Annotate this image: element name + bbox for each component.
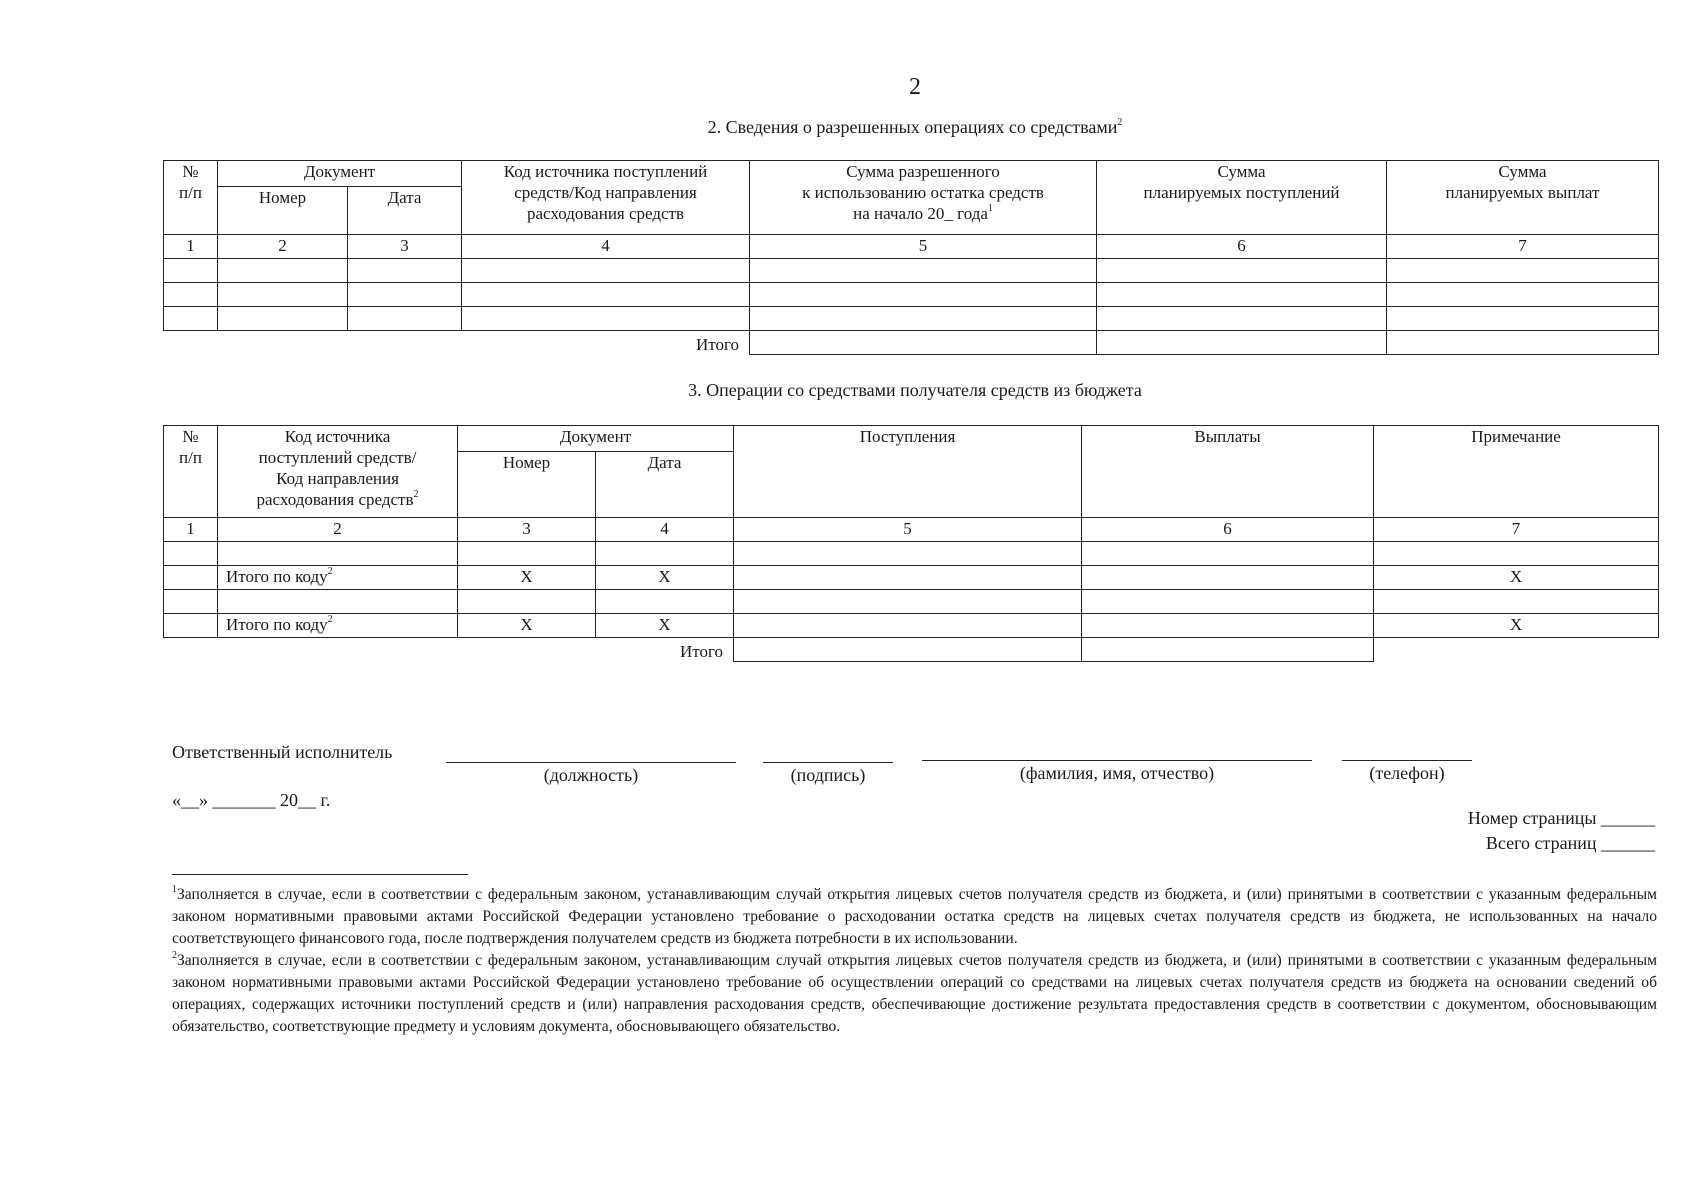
empty-cell[interactable] xyxy=(596,542,734,566)
cross-mark: X xyxy=(596,566,734,590)
page-number-field: Номер страницы ______ xyxy=(1467,808,1655,828)
column-number: 6 xyxy=(1097,235,1387,259)
empty-cell[interactable] xyxy=(750,307,1097,331)
table-row xyxy=(164,590,1659,614)
empty-cell[interactable] xyxy=(1374,542,1659,566)
header-doc-date: Дата xyxy=(596,452,734,518)
empty-cell[interactable] xyxy=(164,307,218,331)
header-document: Документ xyxy=(218,161,462,187)
header-planned-payout: Сумма планируемых выплат xyxy=(1387,161,1659,235)
full-name-line[interactable] xyxy=(922,760,1312,761)
subtotal-label: Итого по коду$^2$ xyxy=(218,566,458,590)
subtotal-label: Итого по коду$^2$ xyxy=(218,614,458,638)
footnotes xyxy=(172,884,1657,1038)
empty-cell[interactable] xyxy=(348,283,462,307)
page-number: 2 xyxy=(909,74,921,100)
empty-cell[interactable] xyxy=(1082,590,1374,614)
column-number: 5 xyxy=(734,518,1082,542)
header-num-cell: № п/п xyxy=(164,161,218,235)
empty-cell[interactable] xyxy=(1097,283,1387,307)
responsible-executor-label: Ответственный исполнитель xyxy=(172,742,393,762)
footnote-divider xyxy=(172,874,468,875)
header-income: Поступления xyxy=(734,426,1082,518)
section3-title: 3. Операции со средствами получателя средств из бюджета xyxy=(688,380,1142,400)
cross-mark: X xyxy=(1374,614,1659,638)
cross-mark: X xyxy=(596,614,734,638)
empty-cell[interactable] xyxy=(462,259,750,283)
section3-header-row xyxy=(164,426,1659,452)
cross-mark: X xyxy=(1374,566,1659,590)
blank-area xyxy=(1374,638,1659,662)
header-planned-income: Сумма планируемых поступлений xyxy=(1097,161,1387,235)
section3-total-row xyxy=(164,638,1659,662)
header-allowed-balance: Сумма разрешенного к использованию остатка средств на начало 20_ года$^1$ xyxy=(750,161,1097,235)
empty-cell[interactable] xyxy=(1097,307,1387,331)
column-number: 2 xyxy=(218,235,348,259)
header-source-code: Код источника поступлений средств/Код направления расходования средств xyxy=(462,161,750,235)
table-row xyxy=(164,259,1659,283)
phone-line[interactable] xyxy=(1342,760,1472,761)
empty-cell[interactable] xyxy=(1387,283,1659,307)
section2-total-label: Итого xyxy=(695,334,740,354)
empty-cell[interactable] xyxy=(734,590,1082,614)
empty-cell[interactable] xyxy=(164,566,218,590)
total-cell[interactable] xyxy=(1097,331,1387,355)
empty-cell[interactable] xyxy=(348,259,462,283)
header-note: Примечание xyxy=(1374,426,1659,518)
empty-cell[interactable] xyxy=(1097,259,1387,283)
position-line[interactable] xyxy=(446,762,736,763)
header-doc-number: Номер xyxy=(218,187,348,235)
header-doc-number: Номер xyxy=(458,452,596,518)
empty-cell[interactable] xyxy=(596,590,734,614)
section3-table xyxy=(163,425,1659,662)
footnote-text: Заполняется в случае, если в соответствии с федеральным законом, устанавливающим случай открытия лицевых счетов получателя средств из бюджета, и (или) принятыми в соответствии с указанным федеральным законом нормативными правовыми актами Российской Федерации установлено требование об осуществлении операций со средствами на лицевых счетах получателя средств из бюджета на основании сведений об операциях, содержащих источники поступлений средств и (или) направления расходования средств, обеспечивающие достижение результата предоставления средств в соответствии с документом, обосновывающим обязательство, соответствующие предмету и условиям документа, обосновывающего обязательство. xyxy=(172,952,1657,1035)
footnote-text: Заполняется в случае, если в соответствии с федеральным законом, устанавливающим случай открытия лицевых счетов получателя средств из бюджета, и (или) принятыми в соответствии с указанным федеральным законом нормативными правовыми актами Российской Федерации установлено требование о расходовании остатка средств на лицевых счетах получателя средств из бюджета, не использованных на начало соответствующего финансового года, после подтверждения получателем средств из бюджета потребности в их использовании. xyxy=(172,886,1657,947)
empty-cell[interactable] xyxy=(218,307,348,331)
section2-column-numbers-row xyxy=(164,235,1659,259)
total-pages-field: Всего страниц ______ xyxy=(1485,833,1655,853)
empty-cell[interactable] xyxy=(218,259,348,283)
date-line: «__» _______ 20__ г. xyxy=(172,790,331,810)
column-number: 6 xyxy=(1082,518,1374,542)
full-name-caption: (фамилия, имя, отчество) xyxy=(1019,763,1215,783)
total-cell[interactable] xyxy=(734,638,1082,662)
table-row xyxy=(164,307,1659,331)
section2-title xyxy=(0,117,1697,138)
empty-cell[interactable] xyxy=(458,542,596,566)
empty-cell[interactable] xyxy=(218,283,348,307)
empty-cell[interactable] xyxy=(164,614,218,638)
section2-title-footnote-mark: 2 xyxy=(1117,117,1123,128)
footnote-mark: 2 xyxy=(172,949,177,961)
column-number: 5 xyxy=(750,235,1097,259)
total-cell[interactable] xyxy=(1082,638,1374,662)
empty-cell[interactable] xyxy=(164,283,218,307)
empty-cell[interactable] xyxy=(218,542,458,566)
column-number: 4 xyxy=(462,235,750,259)
subtotal-row xyxy=(164,566,1659,590)
header-payout: Выплаты xyxy=(1082,426,1374,518)
footnote-2 xyxy=(172,950,1657,1038)
section2-table xyxy=(163,160,1659,355)
empty-cell[interactable] xyxy=(1387,307,1659,331)
empty-cell[interactable] xyxy=(1082,542,1374,566)
section2-header-row xyxy=(164,161,1659,187)
empty-cell[interactable] xyxy=(348,307,462,331)
empty-cell[interactable] xyxy=(734,542,1082,566)
subtotal-row xyxy=(164,614,1659,638)
empty-cell[interactable] xyxy=(1387,259,1659,283)
section3-total-label: Итого xyxy=(679,641,724,661)
empty-cell[interactable] xyxy=(1082,614,1374,638)
empty-cell[interactable] xyxy=(218,590,458,614)
column-number: 3 xyxy=(458,518,596,542)
cross-mark: X xyxy=(458,614,596,638)
empty-cell[interactable] xyxy=(750,283,1097,307)
footnote-1 xyxy=(172,884,1657,950)
column-number: 7 xyxy=(1387,235,1659,259)
table-row xyxy=(164,283,1659,307)
empty-cell[interactable] xyxy=(164,259,218,283)
section2-title-text: 2. Сведения о разрешенных операциях со средствами xyxy=(707,117,1118,137)
header-source-code: Код источника поступлений средств/ Код направления расходования средств$^2$ xyxy=(218,426,458,518)
empty-cell[interactable] xyxy=(164,590,218,614)
column-number: 4 xyxy=(596,518,734,542)
signature-caption: (подпись) xyxy=(790,765,866,785)
column-number: 2 xyxy=(218,518,458,542)
total-cell[interactable] xyxy=(750,331,1097,355)
column-number: 7 xyxy=(1374,518,1659,542)
section3-column-numbers-row xyxy=(164,518,1659,542)
column-number: 1 xyxy=(164,518,218,542)
signature-line[interactable] xyxy=(763,762,893,763)
total-cell[interactable] xyxy=(1387,331,1659,355)
empty-cell[interactable] xyxy=(734,614,1082,638)
column-number: 1 xyxy=(164,235,218,259)
cross-mark: X xyxy=(458,566,596,590)
empty-cell[interactable] xyxy=(458,590,596,614)
section2-total-row xyxy=(164,331,1659,355)
table-row xyxy=(164,542,1659,566)
empty-cell[interactable] xyxy=(164,542,218,566)
header-document: Документ xyxy=(458,426,734,452)
empty-cell[interactable] xyxy=(750,259,1097,283)
header-num-cell: № п/п xyxy=(164,426,218,518)
position-caption: (должность) xyxy=(543,765,639,785)
header-doc-date: Дата xyxy=(348,187,462,235)
empty-cell[interactable] xyxy=(734,566,1082,590)
empty-cell[interactable] xyxy=(462,307,750,331)
empty-cell[interactable] xyxy=(462,283,750,307)
empty-cell[interactable] xyxy=(1374,590,1659,614)
footnote-mark: 1 xyxy=(172,883,177,895)
column-number: 3 xyxy=(348,235,462,259)
phone-caption: (телефон) xyxy=(1369,763,1445,783)
empty-cell[interactable] xyxy=(1082,566,1374,590)
